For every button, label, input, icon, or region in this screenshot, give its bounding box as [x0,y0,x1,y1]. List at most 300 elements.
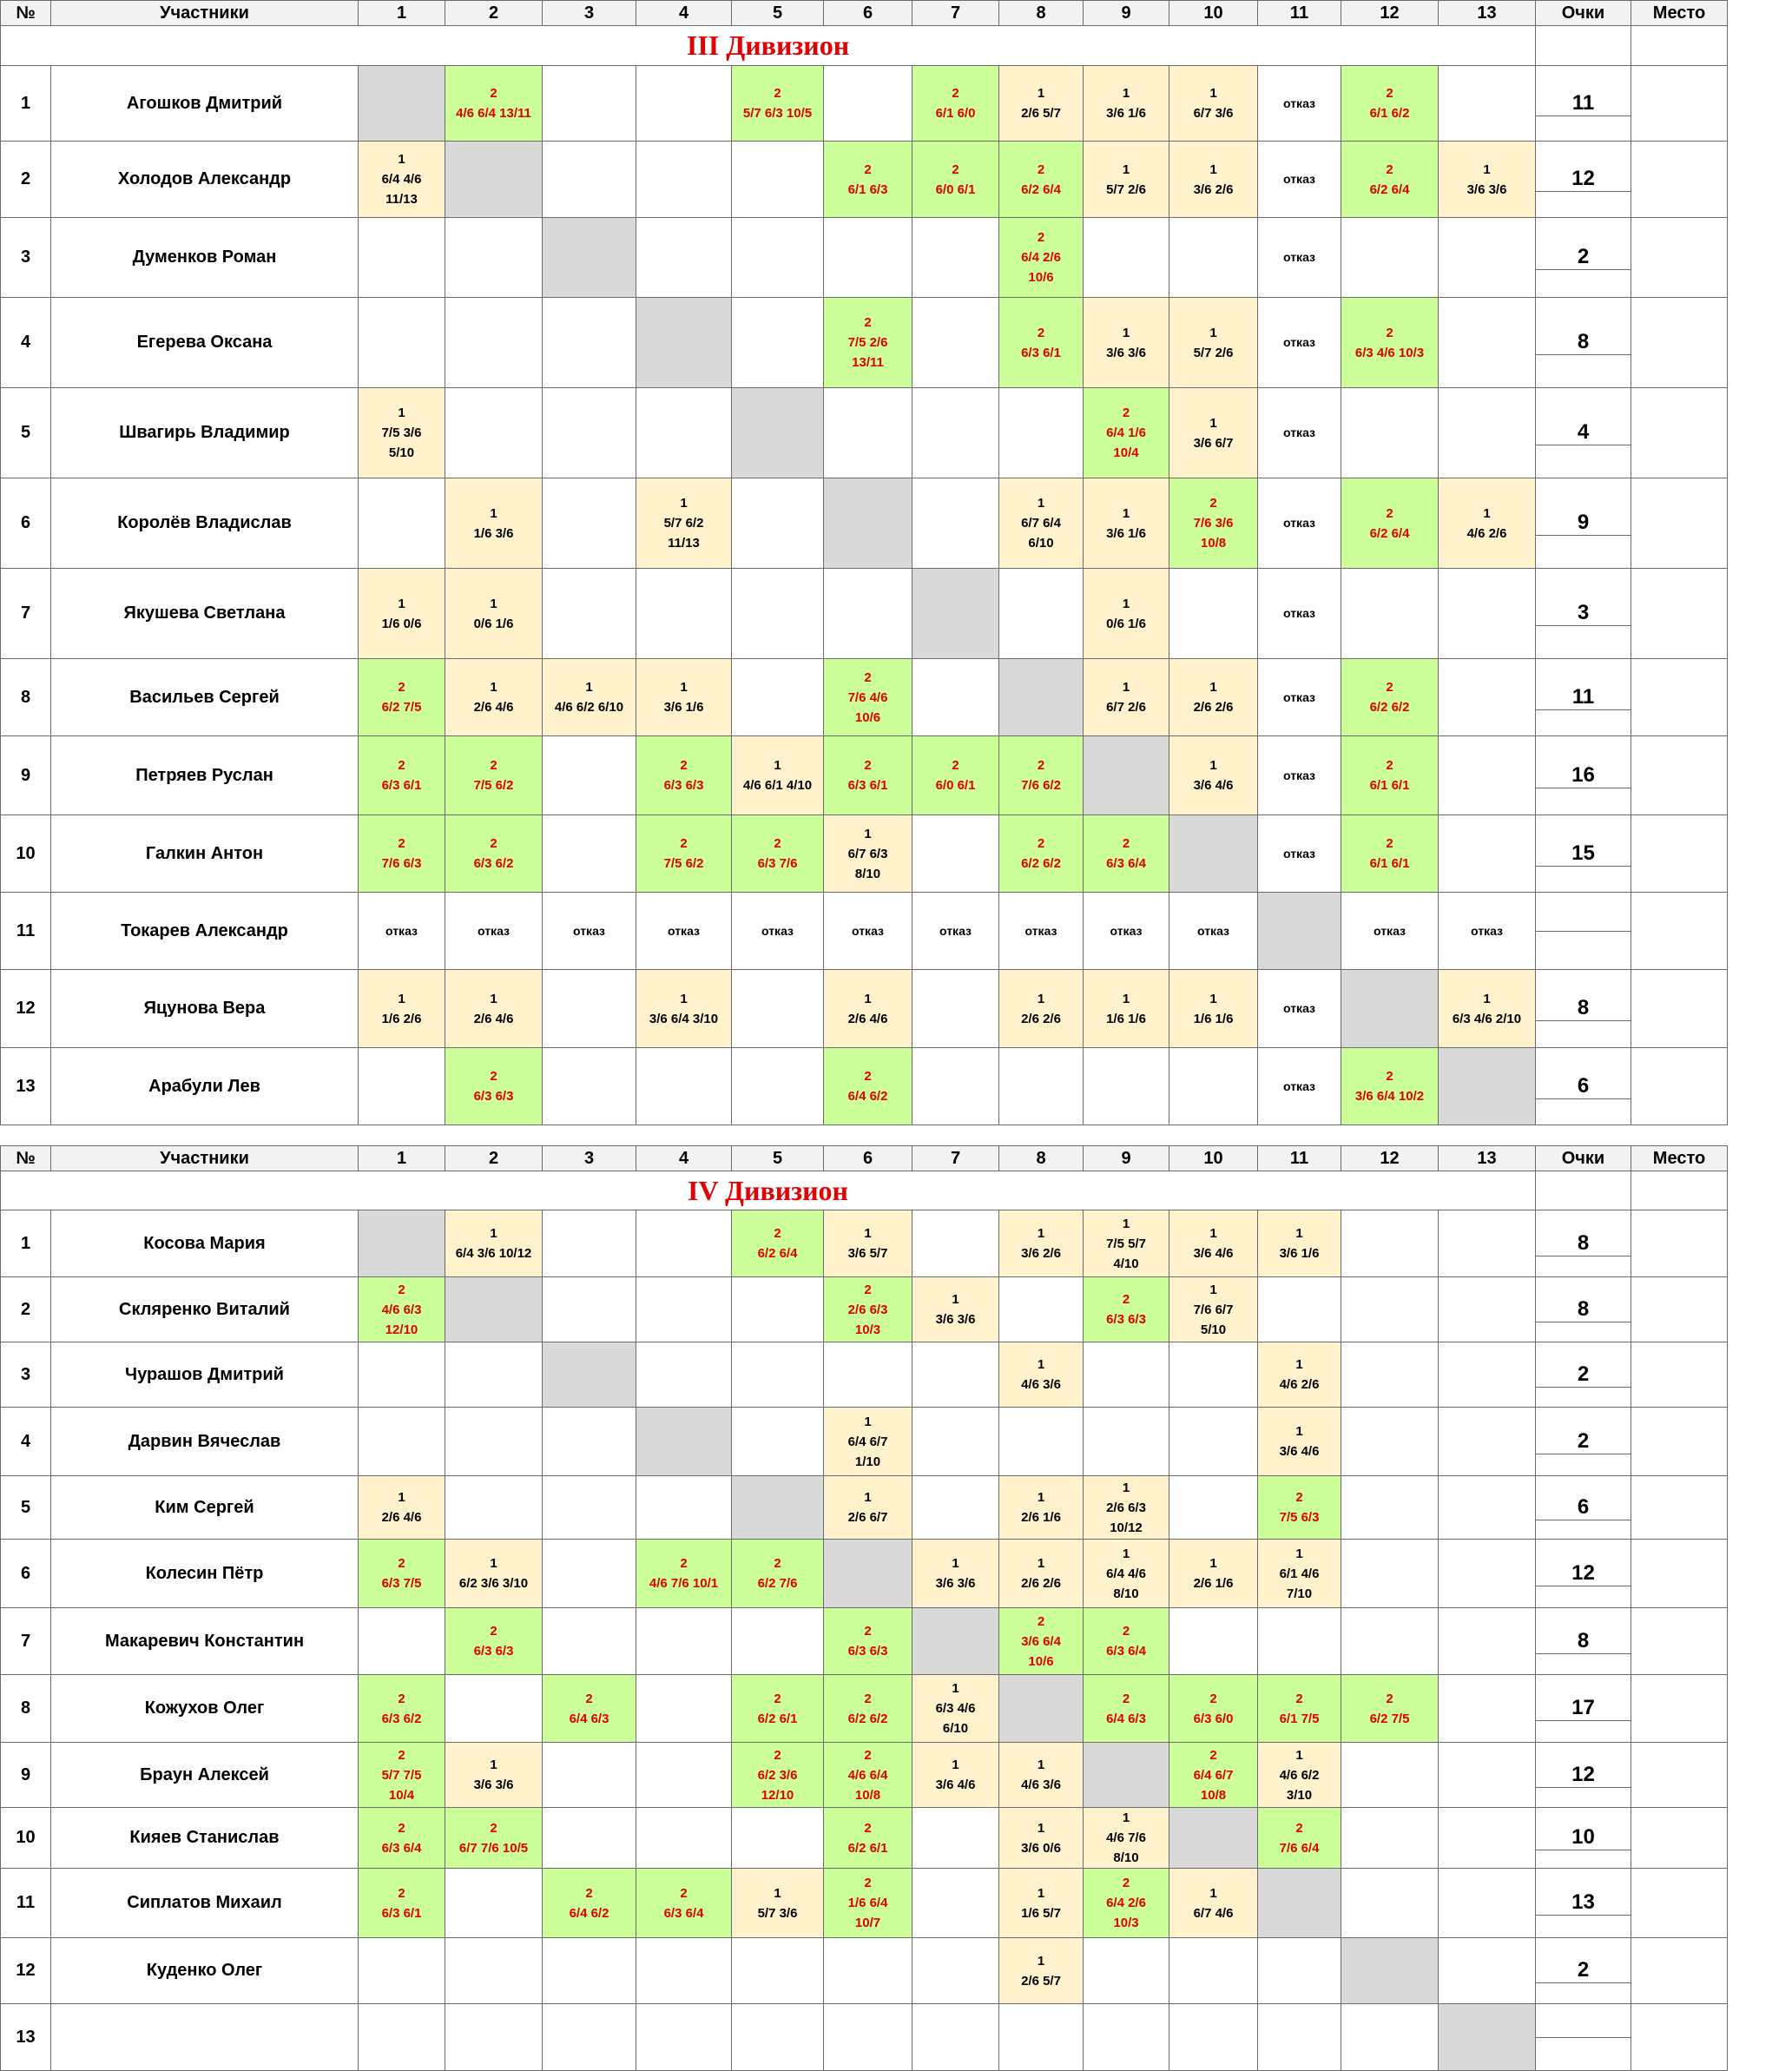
header-opponent-9: 9 [1084,1,1169,26]
match-score: 1/10 [854,1454,881,1469]
match-cell-self [445,142,543,218]
player-name: Дарвин Вячеслав [51,1408,359,1476]
match-score: 6/3 6/4 [663,1905,704,1921]
match-points: 1 [490,1556,497,1571]
match-cell-win [1341,142,1439,218]
match-cell-loss [824,970,912,1048]
match-points: 2 [864,669,872,685]
match-score: 4/6 6/4 [847,1767,888,1783]
match-cell-empty [824,1342,912,1408]
match-score: 6/3 6/3 [473,1644,514,1659]
match-cell-empty [1341,218,1439,298]
player-number: 5 [1,1476,51,1540]
match-score: 6/3 6/4 [1106,1644,1146,1659]
match-points: 1 [1122,991,1130,1006]
match-points: 2 [1295,1691,1303,1706]
match-score: 4/6 3/6 [1021,1777,1061,1792]
player-number: 12 [1,1938,51,2004]
match-score: 6/1 6/2 [1369,106,1410,121]
header-opponent-12: 12 [1341,1,1439,26]
match-cell-loss [999,970,1084,1048]
player-row [1,1608,1728,1675]
match-score: 6/4 4/6 [1106,1566,1146,1581]
match-cell-loss [999,1210,1084,1277]
match-points: 2 [864,758,872,773]
match-cell-empty [636,1048,732,1125]
points-value: 6 [1536,1074,1631,1099]
match-cell-empty [359,1048,445,1125]
match-cell-win [999,736,1084,815]
match-points: 2 [1386,162,1393,177]
match-cell-empty [359,298,445,388]
player-number: 11 [1,1869,51,1938]
match-cell-walkover [824,893,912,970]
match-score: 6/3 4/6 10/3 [1354,345,1425,360]
match-points: 2 [490,1820,497,1836]
match-cell-loss [1258,1210,1341,1277]
match-cell-loss [1169,1210,1258,1277]
points-value: 10 [1536,1825,1631,1850]
match-cell-loss [1084,478,1169,569]
match-score: 12/10 [761,1787,794,1803]
match-cell-win [359,1869,445,1938]
match-points: 2 [398,1282,405,1297]
match-points: 2 [864,1624,872,1639]
match-points: 2 [774,1747,781,1763]
match-points: 1 [1122,1216,1130,1231]
points-value: 8 [1536,330,1631,355]
match-score: 6/3 4/6 [935,1701,976,1716]
match-cell-win [1084,1608,1169,1675]
match-score: 6/2 3/6 3/10 [458,1576,529,1591]
match-cell-win [732,1743,824,1808]
player-number: 6 [1,1540,51,1608]
match-cell-empty [1439,1808,1536,1869]
match-points: 1 [1209,1885,1217,1901]
match-score: 10/12 [1110,1520,1143,1535]
match-points: 2 [864,1691,872,1706]
points-box [1536,1958,1631,1983]
match-cell-empty [824,2004,912,2071]
match-cell-self [1084,1743,1169,1808]
player-row [1,970,1728,1048]
match-score: 3/10 [1286,1787,1313,1803]
match-cell-empty [1439,1476,1536,1540]
header-opponent-5: 5 [732,1,824,26]
place-cell [1631,1048,1728,1125]
player-number: 2 [1,142,51,218]
match-cell-loss [1084,66,1169,142]
match-cell-loss [636,478,732,569]
match-points: 1 [1295,1226,1303,1241]
match-cell-empty [732,1808,824,1869]
match-cell-win [1169,478,1258,569]
match-cell-loss [1258,1408,1341,1476]
place-cell [1631,1342,1728,1408]
match-cell-empty [824,66,912,142]
match-score: 3/6 6/4 10/2 [1354,1089,1425,1104]
match-cell-self [999,1675,1084,1743]
points-cell [1536,1808,1631,1869]
match-points: 1 [1122,680,1130,695]
match-points: 1 [1209,991,1217,1006]
match-cell-empty [1084,1408,1169,1476]
match-score: 6/1 6/0 [935,106,976,121]
match-score: 10/3 [854,1322,881,1337]
header-num: № [1,1146,51,1171]
match-cell-empty [636,1476,732,1540]
match-cell-loss [1084,1476,1169,1540]
match-cell-empty [1169,1408,1258,1476]
match-cell-empty [1439,1540,1536,1608]
player-name: Колесин Пётр [51,1540,359,1608]
player-name: Галкин Антон [51,815,359,893]
match-cell-win [543,1869,636,1938]
match-score: 6/4 6/7 [1193,1767,1234,1783]
match-score: 7/6 6/2 [1021,778,1061,793]
match-points: 2 [864,1282,872,1297]
match-points: 2 [680,1556,688,1571]
header-place: Место [1631,1146,1728,1171]
match-score: 6/2 6/2 [1369,700,1410,715]
match-cell-empty [732,1608,824,1675]
match-cell-win [1258,1675,1341,1743]
match-score: 10/6 [1028,1653,1054,1669]
match-cell-empty [1439,1608,1536,1675]
match-cell-empty [445,1476,543,1540]
match-cell-self [445,1277,543,1342]
match-cell-empty [999,388,1084,478]
match-cell-empty [732,298,824,388]
match-cell-win [999,815,1084,893]
division-table [0,1145,1728,2071]
match-points: 1 [1122,1546,1130,1561]
match-points: 1 [1122,86,1130,101]
match-cell-win [1084,1277,1169,1342]
points-box [1536,245,1631,270]
match-cell-loss [1439,970,1536,1048]
match-cell-walkover [543,893,636,970]
match-cell-walkover [732,893,824,970]
match-cell-win [732,1210,824,1277]
points-cell [1536,1210,1631,1277]
points-cell [1536,298,1631,388]
match-points: 1 [1122,596,1130,611]
match-cell-win [824,1869,912,1938]
match-score: 5/7 2/6 [1106,181,1146,197]
match-cell-win [1341,478,1439,569]
match-score: 4/6 6/1 4/10 [742,778,813,793]
match-points: 1 [1209,415,1217,431]
match-score: 6/2 7/5 [381,700,422,715]
match-points: 2 [774,1226,781,1241]
header-opponent-9: 9 [1084,1146,1169,1171]
player-number: 5 [1,388,51,478]
match-cell-empty [1439,736,1536,815]
match-score: 4/6 6/2 [1279,1767,1320,1783]
match-cell-empty [732,1408,824,1476]
points-cell [1536,815,1631,893]
match-cell-win [999,142,1084,218]
player-row [1,1808,1728,1869]
match-cell-empty [824,569,912,659]
match-cell-win [359,815,445,893]
match-cell-loss [1169,970,1258,1048]
match-points: 2 [680,758,688,773]
match-points: 1 [1122,1480,1130,1495]
match-score: 0/6 1/6 [1106,616,1146,631]
match-points: 1 [1037,1357,1045,1372]
points-box [1536,841,1631,867]
match-points: 2 [398,1885,405,1901]
match-points: 2 [1037,1613,1045,1629]
match-cell-empty [732,1048,824,1125]
match-cell-loss [999,1808,1084,1869]
match-cell-empty [1439,1869,1536,1938]
match-score: 6/0 6/1 [935,181,976,197]
match-cell-loss [824,1476,912,1540]
player-name [51,2004,359,2071]
player-row [1,478,1728,569]
match-cell-win [445,736,543,815]
points-value: 9 [1536,511,1631,536]
match-points: 2 [864,1747,872,1763]
match-score: 6/3 6/1 [1021,345,1061,360]
points-cell [1536,1540,1631,1608]
match-cell-loss [1169,659,1258,736]
header-opponent-8: 8 [999,1,1084,26]
match-cell-loss [1084,659,1169,736]
match-score: 6/2 7/5 [1369,1711,1410,1726]
match-cell-loss [359,970,445,1048]
match-cell-loss [824,1210,912,1277]
header-players: Участники [51,1,359,26]
match-cell-walkover [912,893,999,970]
match-cell-win [999,298,1084,388]
match-points: 1 [398,991,405,1006]
match-cell-win [636,1540,732,1608]
match-cell-empty [1258,2004,1341,2071]
header-opponent-1: 1 [359,1,445,26]
match-cell-empty [445,1342,543,1408]
match-cell-win [445,1608,543,1675]
match-score: 7/6 6/4 [1279,1840,1320,1856]
points-cell [1536,218,1631,298]
match-score: 2/6 4/6 [473,700,514,715]
match-cell-loss [912,1277,999,1342]
match-cell-win [445,1808,543,1869]
match-score: 12/10 [385,1322,418,1337]
match-points: 1 [490,1758,497,1772]
match-score: 3/6 1/6 [663,700,704,715]
match-points: 1 [490,505,497,521]
match-points: 1 [864,1490,872,1505]
player-row [1,1476,1728,1540]
header-opponent-8: 8 [999,1146,1084,1171]
match-points: 2 [490,1069,497,1084]
match-score: 6/3 6/1 [381,1905,422,1921]
place-cell [1631,2004,1728,2071]
match-cell-empty [912,1476,999,1540]
match-cell-win [1341,815,1439,893]
match-points: 2 [1295,1490,1303,1505]
match-cell-walkover [1258,388,1341,478]
match-score: 6/1 7/5 [1279,1711,1320,1726]
match-cell-loss [1258,1540,1341,1608]
points-value: 12 [1536,167,1631,192]
match-cell-loss [912,1540,999,1608]
match-score: 1/6 3/6 [473,525,514,541]
match-cell-win [359,1277,445,1342]
match-points: 2 [864,1876,872,1890]
match-score: 6/2 6/4 [1021,181,1061,197]
match-points: 1 [1037,1953,1045,1969]
match-cell-empty [636,1743,732,1808]
player-number: 3 [1,218,51,298]
match-cell-walkover [1258,815,1341,893]
match-score: 7/6 3/6 [1193,516,1234,531]
header-points: Очки [1536,1146,1631,1171]
player-name: Сиплатов Михаил [51,1869,359,1938]
player-row [1,1540,1728,1608]
match-points: 2 [398,1556,405,1571]
match-score: 2/6 4/6 [847,1011,888,1026]
match-cell-win [1341,66,1439,142]
match-points: 2 [1122,1876,1130,1890]
match-cell-empty [1439,66,1536,142]
match-score: отказ [1283,425,1315,439]
points-cell [1536,1476,1631,1540]
match-score: 10/6 [854,709,881,725]
match-points: 2 [398,1691,405,1706]
match-cell-loss [1084,1808,1169,1869]
match-cell-empty [1341,1342,1439,1408]
match-points: 1 [1209,1556,1217,1571]
match-cell-empty [999,2004,1084,2071]
match-points: 2 [774,86,781,101]
match-cell-empty [1439,815,1536,893]
match-score: 6/3 6/3 [473,1089,514,1104]
match-cell-loss [999,1869,1084,1938]
match-score: 1/6 2/6 [381,1011,422,1026]
points-value [1536,931,1631,932]
match-cell-empty [912,1342,999,1408]
points-value: 16 [1536,763,1631,788]
points-cell [1536,478,1631,569]
match-score: отказ [573,923,605,938]
place-cell [1631,970,1728,1048]
match-cell-empty [912,815,999,893]
match-cell-empty [732,970,824,1048]
player-number: 10 [1,815,51,893]
match-cell-empty [1439,1743,1536,1808]
match-points: 2 [1037,230,1045,245]
match-score: 3/6 1/6 [1279,1246,1320,1261]
match-cell-empty [1169,1608,1258,1675]
match-points: 1 [774,758,781,773]
match-cell-empty [359,218,445,298]
title-points-blank [1536,26,1631,66]
match-cell-self [1341,970,1439,1048]
match-score: 2/6 2/6 [1021,1011,1061,1026]
place-cell [1631,1277,1728,1342]
match-cell-empty [824,218,912,298]
place-cell [1631,1938,1728,2004]
match-cell-loss [636,659,732,736]
match-cell-loss [1169,1277,1258,1342]
match-cell-empty [912,1408,999,1476]
match-cell-empty [912,478,999,569]
match-cell-self [1169,1808,1258,1869]
match-score: отказ [478,923,510,938]
player-row [1,218,1728,298]
match-score: 6/2 6/4 [757,1246,798,1261]
match-score: 3/6 6/4 3/10 [649,1011,719,1026]
match-cell-empty [636,1938,732,2004]
player-name: Холодов Александр [51,142,359,218]
player-number: 7 [1,569,51,659]
match-score: 3/6 3/6 [1106,345,1146,360]
match-score: 3/6 3/6 [1466,181,1507,197]
match-score: отказ [852,923,884,938]
match-cell-empty [1341,1743,1439,1808]
points-cell [1536,1608,1631,1675]
match-cell-loss [1084,1210,1169,1277]
match-score: 4/6 2/6 [1466,525,1507,541]
match-cell-empty [1439,1277,1536,1342]
match-score: 4/6 7/6 [1106,1830,1146,1845]
player-number: 1 [1,1210,51,1277]
player-name: Яцунова Вера [51,970,359,1048]
points-cell [1536,569,1631,659]
player-name: Королёв Владислав [51,478,359,569]
match-cell-win [445,815,543,893]
player-number: 2 [1,1277,51,1342]
match-score: 0/6 1/6 [473,616,514,631]
match-cell-empty [359,1608,445,1675]
match-cell-walkover [1084,893,1169,970]
place-cell [1631,66,1728,142]
match-cell-empty [1439,1675,1536,1743]
match-cell-win [445,66,543,142]
points-cell [1536,142,1631,218]
points-value: 8 [1536,1297,1631,1322]
match-cell-win [912,66,999,142]
match-cell-walkover [1258,970,1341,1048]
match-cell-loss [912,1675,999,1743]
player-row [1,388,1728,478]
match-score: 3/6 2/6 [1193,181,1234,197]
match-points: 2 [1037,758,1045,773]
match-cell-empty [732,2004,824,2071]
match-points: 1 [1209,86,1217,101]
match-cell-empty [1341,1210,1439,1277]
match-cell-loss [445,659,543,736]
points-box [1536,420,1631,445]
match-cell-walkover [1258,66,1341,142]
match-score: отказ [1197,923,1229,938]
match-cell-empty [1169,2004,1258,2071]
match-cell-loss [999,1938,1084,2004]
match-cell-self [824,1540,912,1608]
match-cell-loss [359,388,445,478]
points-cell [1536,1048,1631,1125]
match-cell-self [824,478,912,569]
match-points: 1 [1209,325,1217,340]
match-cell-empty [1084,218,1169,298]
division-title-row [1,26,1728,66]
title-place-blank [1631,26,1728,66]
